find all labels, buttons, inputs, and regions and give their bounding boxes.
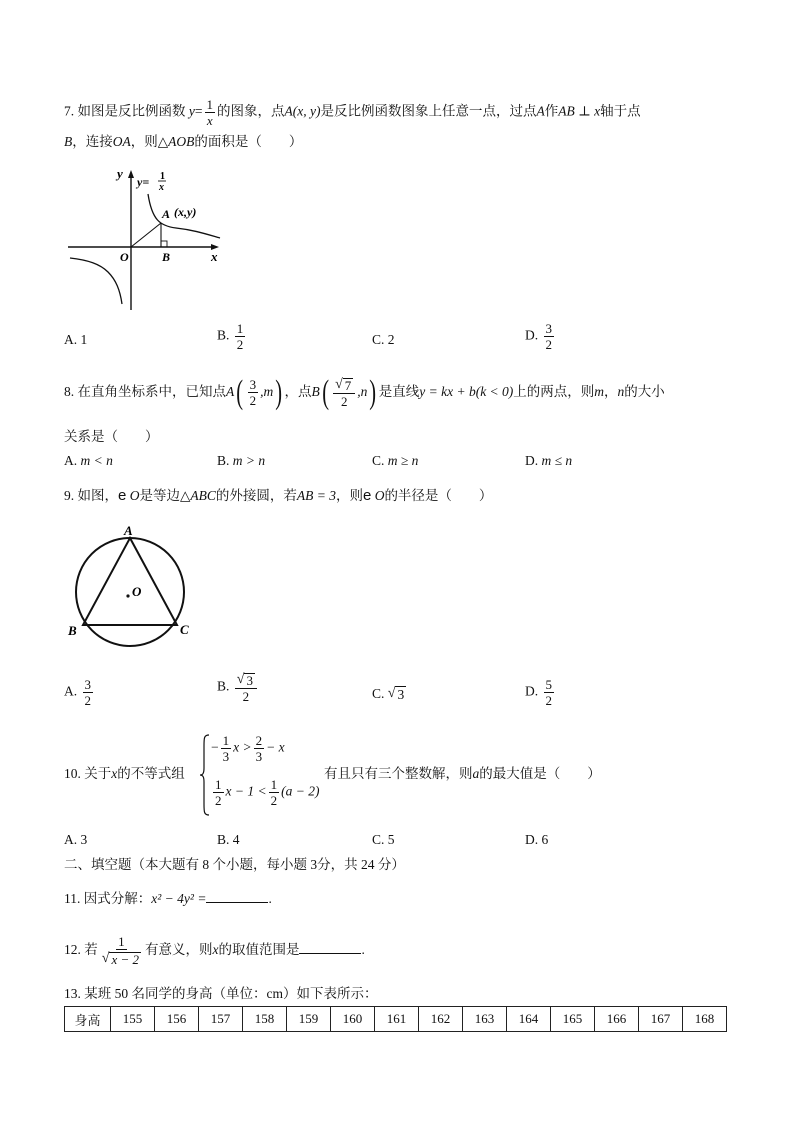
q8-line2 <box>64 428 159 446</box>
q7-ab-perp: AB ⊥ x <box>558 103 601 119</box>
q8-b-fraction <box>333 377 355 408</box>
q8-text-1: 在直角坐标系中，已知点 <box>77 384 226 399</box>
q9-option-a-den: 2 <box>84 693 91 708</box>
q7-option-c-value: 2 <box>387 332 395 347</box>
q10-option-c[interactable] <box>372 832 395 848</box>
q8-option-a-value: m < n <box>80 453 113 468</box>
q8-text-4: 上的两点，则 <box>513 384 595 399</box>
q9-option-c-sqrt <box>388 686 406 703</box>
q13-header-cell: 身高 <box>65 1007 111 1032</box>
q9-option-d[interactable] <box>525 678 556 707</box>
q8-option-d-label: D. <box>525 453 539 468</box>
q9-option-b-radicand: 3 <box>246 673 253 689</box>
q8-a-num: 3 <box>249 377 257 393</box>
q7-text-2: 的图象，点 <box>217 103 285 119</box>
q7-point-a-2: A <box>536 103 545 119</box>
q10-r2-frac-1 <box>213 778 224 807</box>
q9-option-d-den: 2 <box>545 693 552 708</box>
q9-circle <box>76 538 184 646</box>
q10-r2-a-minus-2: (a − 2) <box>281 783 320 799</box>
q12-radicand: x − 2 <box>111 952 139 968</box>
q7-number: 7. <box>64 103 75 119</box>
q9-option-b-den: 2 <box>242 689 250 705</box>
q7-right-angle-mark <box>161 241 167 247</box>
q10-r2-frac-2-den: 2 <box>270 793 278 808</box>
q10-option-c-value: 5 <box>387 832 395 847</box>
q9-option-b[interactable] <box>217 672 259 703</box>
q13-height-table <box>64 1006 727 1032</box>
q10-r1-minus: − <box>211 739 219 755</box>
q13-table-row <box>65 1007 727 1032</box>
q7-hyperbola-branch-2 <box>70 258 122 304</box>
q7-func-fraction <box>205 98 216 127</box>
q13-table-cell: 164 <box>507 1007 551 1032</box>
q10-option-a-label: A. <box>64 832 78 847</box>
q9-text-3: 的外接圆，若 <box>215 488 297 503</box>
q8-a-m: ,m <box>260 384 274 399</box>
q9-circle-symbol-2: e <box>362 487 372 504</box>
q7-func-den: x <box>206 113 213 128</box>
q8-line1 <box>64 374 665 410</box>
q13-text-1: 某班 50 名同学的身高（单位：cm）如下表所示： <box>84 986 378 1001</box>
q8-a-den: 2 <box>249 393 257 409</box>
q10-option-d-value: 6 <box>541 832 549 847</box>
q11-text-1: 因式分解： <box>83 891 152 906</box>
q8-b-n: ,n <box>357 384 368 399</box>
q8-text-5: ， <box>604 384 618 399</box>
q7-line1 <box>64 98 641 127</box>
q10-lead <box>64 765 185 783</box>
q7-text-1: 如图是反比例函数 <box>77 103 186 119</box>
q9-circle-symbol-1: e <box>118 487 127 504</box>
q8-paren-open-b: ( <box>322 373 329 411</box>
q12-answer-blank[interactable] <box>299 941 361 954</box>
q9-o-1: O <box>129 488 140 503</box>
q7-func-eq: = <box>194 103 203 119</box>
q7-graph-x-label: x <box>211 249 218 264</box>
q10-r1-minus-x: − x <box>266 739 285 755</box>
q9-line1 <box>64 487 492 505</box>
q7-option-c[interactable] <box>372 332 395 348</box>
q10-r2-frac-1-den: 2 <box>215 793 222 808</box>
q10-r1-x-gt: x > <box>233 739 252 755</box>
q13-line <box>64 985 378 1003</box>
q8-option-c-label: C. <box>372 453 385 468</box>
q9-option-d-num: 5 <box>545 677 552 692</box>
q7-y-arrow <box>128 170 134 178</box>
q12-end: . <box>361 942 365 957</box>
q8-n: n <box>617 384 625 399</box>
q7-graph-func-den: x <box>159 182 164 193</box>
q11-line <box>64 890 272 908</box>
q7-option-b[interactable] <box>217 322 247 351</box>
q10-text-3: 有且只有三个整数解，则 <box>324 766 473 781</box>
q10-option-a-value: 3 <box>80 832 88 847</box>
q13-table-cell: 167 <box>639 1007 683 1032</box>
q9-option-c-radicand: 3 <box>397 687 405 703</box>
q10-row-1 <box>211 734 285 763</box>
q7-segment-oa <box>131 223 161 247</box>
q8-option-d[interactable] <box>525 453 572 469</box>
q7-option-c-label: C. <box>372 332 385 347</box>
q8-option-a-label: A. <box>64 453 78 468</box>
q7-graph-figure <box>64 162 234 312</box>
q10-x: x <box>111 766 118 781</box>
q7-graph-y-label: y <box>117 166 123 181</box>
q10-r2-frac-2-num: 1 <box>270 777 278 792</box>
q8-option-b-label: B. <box>217 453 230 468</box>
q7-text-4: 作 <box>544 103 559 119</box>
q9-triangle: △ABC <box>179 488 216 503</box>
q12-number: 12. <box>64 942 81 957</box>
q10-r1-frac-1 <box>221 734 232 763</box>
q7-option-a-value: 1 <box>80 332 88 347</box>
q10-option-b-label: B. <box>217 832 230 847</box>
q7-func-num: 1 <box>206 97 213 112</box>
q7-text-5: 轴于点 <box>600 103 641 119</box>
q10-number: 10. <box>64 766 81 781</box>
q7-option-b-den: 2 <box>236 337 244 352</box>
q10-r2-frac-2 <box>269 778 280 807</box>
q9-option-a[interactable] <box>64 678 95 707</box>
q13-table-cell: 158 <box>243 1007 287 1032</box>
q7-graph-coord: (x,y) <box>174 205 197 219</box>
q13-table-cell: 157 <box>199 1007 243 1032</box>
q8-a-fraction <box>248 378 259 407</box>
q12-x: x <box>212 942 219 957</box>
q9-option-b-radical-sign: √ <box>236 672 245 688</box>
q9-text-4: ，则 <box>335 488 363 503</box>
q8-option-a[interactable] <box>64 453 113 469</box>
q7-option-d-den: 2 <box>545 337 552 352</box>
q8-text-7: 关系是（ ） <box>64 429 159 444</box>
q9-label-b: B <box>68 623 77 638</box>
q7-line2 <box>64 133 302 151</box>
q13-table-cell: 160 <box>331 1007 375 1032</box>
q7-text-8: 的面积是（ ） <box>194 134 303 149</box>
q11-end: . <box>268 891 272 906</box>
q8-text-3: 是直线 <box>378 384 420 399</box>
q10-text-4: 的最大值是（ ） <box>479 766 601 781</box>
q9-circle-figure <box>64 522 204 648</box>
q13-table-cell: 166 <box>595 1007 639 1032</box>
q7-graph-func-label: y= <box>137 175 150 189</box>
q8-b-radical-sign: √ <box>335 377 343 393</box>
q12-radical-sign: √ <box>101 951 110 967</box>
q12-text-3: 的取值范围是 <box>218 942 300 957</box>
q9-option-c[interactable] <box>372 686 406 703</box>
q9-option-d-fraction <box>544 678 555 707</box>
q10-r1-frac-1-den: 3 <box>222 749 230 764</box>
q11-number: 11. <box>64 891 81 906</box>
q9-option-c-label: C. <box>372 686 385 701</box>
q10-a: a <box>472 766 480 781</box>
q9-center-dot <box>126 594 129 597</box>
q8-b-num <box>333 377 355 394</box>
q7-option-d-fraction <box>544 322 555 351</box>
q12-frac-num: 1 <box>118 934 125 950</box>
q7-text-6: ，连接 <box>72 134 113 149</box>
q10-row-2 <box>211 778 319 807</box>
q7-option-b-label: B. <box>217 327 230 343</box>
q11-expression: x² − 4y² = <box>151 891 207 906</box>
q9-option-a-label: A. <box>64 683 78 699</box>
q7-text-7: ，则 <box>130 134 158 149</box>
q9-text-1: 如图， <box>77 488 118 503</box>
q12-fraction <box>100 935 143 966</box>
q10-option-a[interactable] <box>64 832 87 848</box>
q12-text-1: 若 <box>84 942 98 957</box>
q7-graph-point-b: B <box>162 250 171 264</box>
q9-label-c: C <box>180 622 189 637</box>
q8-point-a: A <box>226 384 235 399</box>
q13-table-cell: 163 <box>463 1007 507 1032</box>
q8-option-c-value: m ≥ n <box>387 453 419 468</box>
q13-table-cell: 155 <box>111 1007 155 1032</box>
q8-paren-close-b: ) <box>369 373 377 411</box>
q8-number: 8. <box>64 384 75 399</box>
q8-paren-close-a: ) <box>275 373 283 411</box>
q9-label-o: O <box>132 584 142 599</box>
q12-line <box>64 930 365 970</box>
q10-option-b-value: 4 <box>232 832 240 847</box>
q9-option-a-num: 3 <box>84 677 91 692</box>
q7-point-a: A(x, y) <box>284 103 321 119</box>
q8-option-c[interactable] <box>372 453 418 469</box>
q7-point-b: B <box>64 134 73 149</box>
q11-answer-blank[interactable] <box>206 890 268 903</box>
q7-option-a[interactable] <box>64 332 87 348</box>
q13-table-cell: 159 <box>287 1007 331 1032</box>
q8-m: m <box>594 384 605 399</box>
q10-text-1: 关于 <box>84 766 112 781</box>
q10-option-d[interactable] <box>525 832 548 848</box>
q10-r2-x-minus-1: x − 1 < <box>225 783 267 799</box>
q10-r1-frac-1-num: 1 <box>222 733 230 748</box>
q10-text-2: 的不等式组 <box>117 766 185 781</box>
q10-brace <box>200 734 210 816</box>
q12-sqrt <box>102 952 141 966</box>
q8-text-2: ，点 <box>284 384 312 399</box>
q12-text-2: 有意义，则 <box>144 942 213 957</box>
q10-option-d-label: D. <box>525 832 539 847</box>
q7-option-a-label: A. <box>64 332 78 347</box>
section-2-heading: 二、填空题（本大题有 8 个小题，每小题 3分，共 24 分） <box>64 857 405 872</box>
q12-frac-den <box>100 950 143 966</box>
q9-option-b-label: B. <box>217 678 230 694</box>
q9-text-2: 是等边 <box>139 488 180 503</box>
q10-tail <box>324 765 601 783</box>
q8-b-radicand: 7 <box>344 378 352 394</box>
q8-option-b-value: m > n <box>232 453 266 468</box>
q9-ab-eq: AB = 3 <box>296 488 336 503</box>
q7-option-b-num: 1 <box>236 321 244 336</box>
q7-graph-point-a: A <box>162 207 171 221</box>
q8-b-sqrt <box>335 378 353 392</box>
q13-table-cell: 165 <box>551 1007 595 1032</box>
q10-r1-frac-2 <box>254 734 265 763</box>
q8-option-b[interactable] <box>217 453 265 469</box>
q9-option-d-label: D. <box>525 683 539 699</box>
q8-text-6: 的大小 <box>624 384 665 399</box>
q7-oa: OA <box>112 134 131 149</box>
q13-table-cell: 162 <box>419 1007 463 1032</box>
q9-option-a-fraction <box>83 678 94 707</box>
q9-triangle-abc <box>83 538 177 625</box>
q9-label-a: A <box>124 523 133 538</box>
q7-option-d[interactable] <box>525 322 556 351</box>
q9-number: 9. <box>64 488 75 503</box>
q9-o-2: O <box>374 488 385 503</box>
q10-option-c-label: C. <box>372 832 385 847</box>
q8-point-b: B <box>311 384 320 399</box>
q7-option-d-num: 3 <box>545 321 552 336</box>
q7-graph-origin: O <box>120 250 129 264</box>
q9-option-b-num <box>235 672 257 689</box>
q13-table-cell: 168 <box>683 1007 727 1032</box>
q10-r1-frac-2-num: 2 <box>255 733 263 748</box>
q7-triangle: △AOB <box>157 134 195 149</box>
q9-option-b-fraction <box>235 672 257 703</box>
q7-func-y: y <box>188 103 195 119</box>
q7-option-b-fraction <box>235 322 246 351</box>
q8-option-d-value: m ≤ n <box>541 453 573 468</box>
q13-table-cell: 156 <box>155 1007 199 1032</box>
q9-option-c-radical-sign: √ <box>387 686 396 702</box>
q10-r1-frac-2-den: 3 <box>255 749 263 764</box>
q7-option-d-label: D. <box>525 327 539 343</box>
q8-b-den: 2 <box>340 394 348 410</box>
q13-number: 13. <box>64 986 81 1001</box>
q9-option-b-sqrt <box>237 673 255 687</box>
q8-paren-open-a: ( <box>236 373 244 411</box>
q13-table-cell: 161 <box>375 1007 419 1032</box>
q10-option-b[interactable] <box>217 832 240 848</box>
q9-text-5: 的半径是（ ） <box>384 488 493 503</box>
q8-line-eq: y = kx + b(k < 0) <box>419 384 514 399</box>
q7-text-3: 是反比例函数图象上任意一点，过点 <box>320 103 537 119</box>
q10-r2-frac-1-num: 1 <box>215 777 222 792</box>
q7-graph-func-num: 1 <box>160 171 165 182</box>
